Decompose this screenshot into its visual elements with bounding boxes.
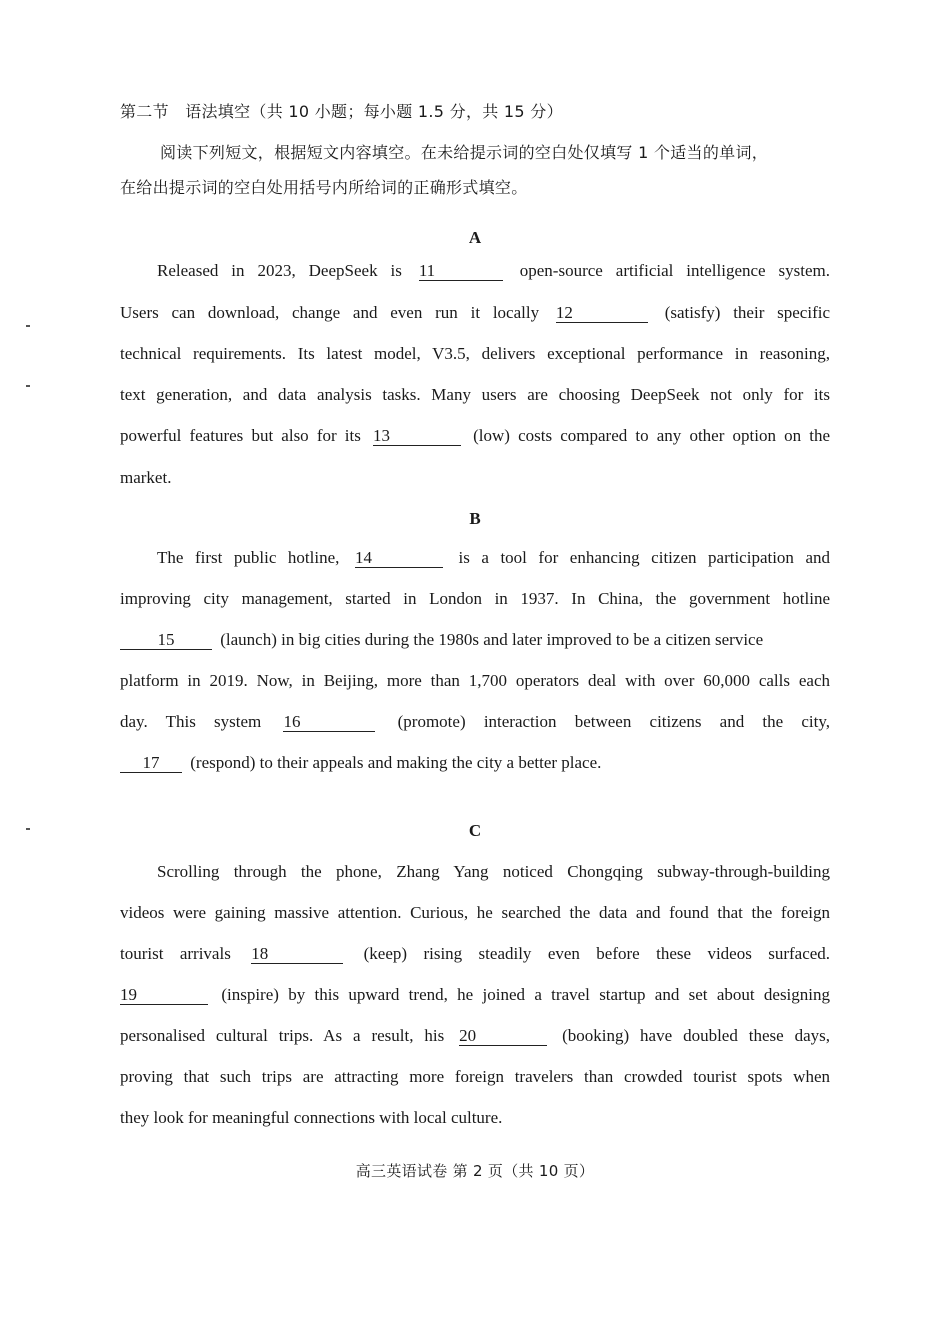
answer-blank-20[interactable]: 20 (459, 1026, 547, 1046)
passage-c-line: proving that such trips are attracting more foreign travelers than crowded tourist spots when (120, 1067, 830, 1086)
instructions-line-1: 阅读下列短文，根据短文内容填空。在未给提示词的空白处仅填写 1 个适当的单词， (160, 143, 769, 162)
passage-c-line: Scrolling through the phone, Zhang Yang noticed Chongqing subway-through-building (157, 862, 830, 881)
passage-b-line: 15 (launch) in big cities during the 1980s and later improved to be a citizen service (116, 629, 763, 651)
passage-a-line: market. (120, 468, 172, 487)
passage-b-line: day. This system 16 (promote) interaction between citizens and the city, (120, 712, 830, 731)
passage-a-line: Users can download, change and even run it locally 12 (satisfy) their specific (120, 303, 831, 322)
answer-blank-13[interactable]: 13 (373, 426, 461, 446)
passage-c-line: tourist arrivals 18 (keep) rising steadily even before these videos surfaced. (120, 944, 831, 963)
passage-a-heading: A (468, 228, 482, 247)
passage-b-line: The first public hotline, 14 is a tool for enhancing citizen participation and (157, 548, 831, 567)
answer-blank-17[interactable]: 17 (120, 753, 182, 773)
passage-a-line: text generation, and data analysis tasks. Many users are choosing DeepSeek not only for its (120, 385, 830, 404)
passage-c-heading: C (468, 821, 482, 840)
passage-c-line: they look for meaningful connections with local culture. (120, 1108, 503, 1127)
section-title: 第二节 语法填空（共 10 小题；每小题 1.5 分，共 15 分） (120, 102, 563, 121)
passage-c-line: 19 (inspire) by this upward trend, he joined a travel startup and set about designing (120, 985, 831, 1004)
passage-b-line: 17 (respond) to their appeals and making the city a better place. (116, 752, 601, 774)
answer-blank-15[interactable]: 15 (120, 630, 212, 650)
passage-b-line: platform in 2019. Now, in Beijing, more than 1,700 operators deal with over 60,000 calls each (120, 671, 830, 690)
passage-a-line: Released in 2023, DeepSeek is 11 open-source artificial intelligence system. (157, 261, 831, 280)
answer-blank-16[interactable]: 16 (283, 712, 375, 732)
scan-mark (26, 325, 30, 327)
answer-blank-12[interactable]: 12 (556, 303, 648, 323)
scan-mark (26, 385, 30, 387)
answer-blank-14[interactable]: 14 (355, 548, 443, 568)
answer-blank-19[interactable]: 19 (120, 985, 208, 1005)
passage-b-heading: B (469, 509, 481, 528)
passage-c-line: personalised cultural trips. As a result, his 20 (booking) have doubled these days, (120, 1026, 831, 1045)
page-footer: 高三英语试卷 第 2 页（共 10 页） (355, 1162, 595, 1180)
passage-a-line: powerful features but also for its 13 (low) costs compared to any other option on the (120, 426, 830, 445)
passage-a-line: technical requirements. Its latest model, V3.5, delivers exceptional performance in reasoning, (120, 344, 830, 363)
answer-blank-11[interactable]: 11 (419, 261, 503, 281)
passage-b-line: improving city management, started in London in 1937. In China, the government hotline (120, 589, 830, 608)
passage-c-line: videos were gaining massive attention. Curious, he searched the data and found that the foreign (120, 903, 830, 922)
instructions-line-2: 在给出提示词的空白处用括号内所给词的正确形式填空。 (120, 178, 528, 197)
answer-blank-18[interactable]: 18 (251, 944, 343, 964)
